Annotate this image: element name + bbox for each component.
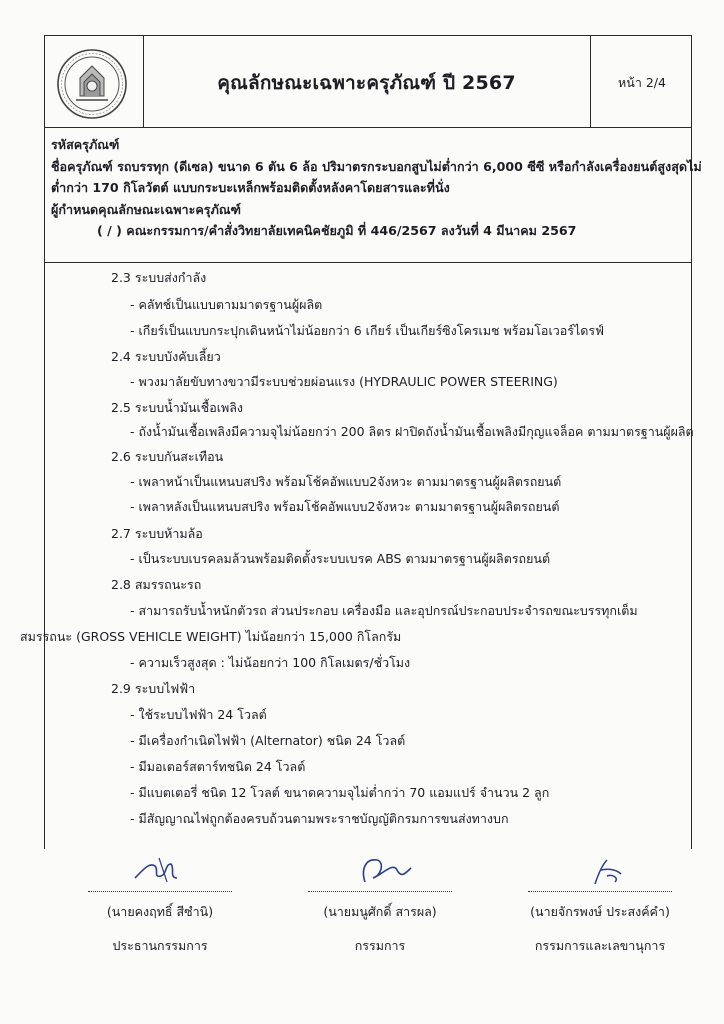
spec-item: - สามารถรับน้ำหนักตัวรถ ส่วนประกอบ เครื่องมือ และอุปกรณ์ประกอบประจำรถขณะบรรทุกเต็ม [130,603,638,618]
header-divider [590,35,591,128]
spec-item-continuation: สมรรถนะ (GROSS VEHICLE WEIGHT) ไม่น้อยกว่า 15,000 กิโลกรัม [20,629,402,644]
section-heading: 2.9 ระบบไฟฟ้า [111,681,196,696]
signature-line [528,891,672,892]
signer-role: กรรมการและเลขานุการ [534,938,666,953]
signer-role: ประธานกรรมการ [112,938,208,953]
item-name-line: ชื่อครุภัณฑ์ รถบรรทุก (ดีเซล) ขนาด 6 ตัน 6 ล้อ ปริมาตรกระบอกสูบไม่ต่ำกว่า 6,000 ซีซี หรือกำลังเครื่องยนต์สูงสุดไม่ [51,158,702,174]
signature-line [88,891,232,892]
spec-item: - มีสัญญาณไฟถูกต้องครบถ้วนตามพระราชบัญญัติกรมการขนส่งทางบก [130,811,509,826]
college-seal-icon [56,48,128,120]
signer-role: กรรมการ [354,938,406,953]
spec-author-label: ผู้กำหนดคุณลักษณะเฉพาะครุภัณฑ์ [51,201,242,217]
spec-item: - มีแบตเตอรี่ ชนิด 12 โวลต์ ขนาดความจุไม่ต่ำกว่า 70 แอมแปร์ จำนวน 2 ลูก [130,785,550,800]
signature-block [520,848,680,956]
handwritten-signature [335,848,425,888]
spec-item: - เพลาหน้าเป็นแหนบสปริง พร้อมโช้คอัพแบบ2จังหวะ ตามมาตรฐานผู้ผลิตรถยนต์ [130,474,562,489]
section-heading: 2.8 สมรรถนะรถ [111,577,202,592]
section-heading: 2.5 ระบบน้ำมันเชื้อเพลิง [111,400,244,415]
spec-item: - มีเครื่องกำเนิดไฟฟ้า (Alternator) ชนิด 24 โวลต์ [130,733,406,748]
handwritten-signature [115,848,205,888]
signer-name: (นายมนูศักดิ์ สารผล) [323,904,437,919]
spec-item: - มีมอเตอร์สตาร์ทชนิด 24 โวลต์ [130,759,306,774]
signature-line [308,891,452,892]
section-heading: 2.4 ระบบบังคับเลี้ยว [111,349,221,364]
item-info-box [44,127,702,263]
item-code-label: รหัสครุภัณฑ์ [51,137,120,152]
section-heading: 2.7 ระบบห้ามล้อ [111,526,203,541]
committee-line: ( / ) คณะกรรมการ/คำสั่งวิทยาลัยเทคนิคชัยภูมิ ที่ 446/2567 ลงวันที่ 4 มีนาคม 2567 [97,223,577,238]
spec-item: - เป็นระบบเบรคลมล้วนพร้อมติดตั้งระบบเบรค ABS ตามมาตรฐานผู้ผลิตรถยนต์ [130,551,551,566]
page-number: หน้า 2/4 [618,75,666,90]
item-name-line: ต่ำกว่า 170 กิโลวัตต์ แบบกระบะเหล็กพร้อมติดตั้งหลังคาโดยสารและที่นั่ง [51,180,450,195]
signature-block [80,848,240,956]
spec-item: - เพลาหลังเป็นแหนบสปริง พร้อมโช้คอัพแบบ2จังหวะ ตามมาตรฐานผู้ผลิตรถยนต์ [130,499,560,514]
spec-item: - คลัทช์เป็นแบบตามมาตรฐานผู้ผลิต [130,297,323,312]
section-heading: 2.3 ระบบส่งกำลัง [111,270,207,285]
handwritten-signature [555,848,645,888]
signer-name: (นายจักรพงษ์ ประสงค์คำ) [530,904,670,919]
spec-item: - ถังน้ำมันเชื้อเพลิงมีความจุไม่น้อยกว่า 200 ลิตร ฝาปิดถังน้ำมันเชื้อเพลิงมีกุญแจล็อค ตามมาตรฐานผู้ผลิต [130,424,694,439]
page-title: คุณลักษณะเฉพาะครุภัณฑ์ ปี 2567 [217,72,516,94]
signer-name: (นายคงฤทธิ์ สีซำนิ) [106,904,214,919]
spec-item: - ใช้ระบบไฟฟ้า 24 โวลต์ [130,707,267,722]
section-heading: 2.6 ระบบกันสะเทือน [111,449,224,464]
spec-item: - พวงมาลัยขับทางขวามีระบบช่วยผ่อนแรง (HYDRAULIC POWER STEERING) [130,374,558,389]
signature-block [300,848,460,956]
spec-item: - ความเร็วสูงสุด : ไม่น้อยกว่า 100 กิโลเมตร/ชั่วโมง [130,655,411,670]
spec-item: - เกียร์เป็นแบบกระปุกเดินหน้าไม่น้อยกว่า 6 เกียร์ เป็นเกียร์ซิงโครเมช พร้อมโอเวอร์ไดรฟ์ [130,323,604,338]
